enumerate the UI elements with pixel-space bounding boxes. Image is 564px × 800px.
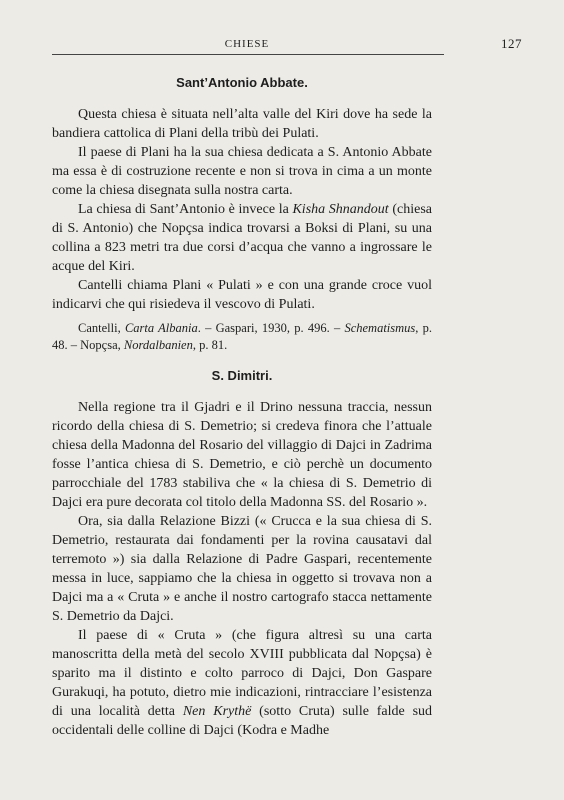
paragraph: Il paese di Plani ha la sua chiesa dedicata a S. Antonio Abbate ma essa è di costruzione recente e non si trova in cima a un monte come la chiesa disegnata sulla nostra carta. [52, 145, 432, 198]
text-run: Cantelli, [78, 321, 125, 335]
text-run: , p. 48. – Nopçsa, [52, 321, 433, 352]
text-run: (chiesa di S. Antonio) che Nopçsa indica trovarsi a Boksi di Plani, su una collina a 823 metri tra due corsi d’acqua che vanno a ingrossare le acque del Kiri. [52, 202, 432, 274]
header-rule [52, 54, 444, 55]
paragraph [52, 626, 432, 740]
text-run: pubblicata dal Nopçsa) è sparito ma il distinto e colto parroco di Dajci, Don Gaspare Gurakuqi, ha potuto, dietro mie indicazioni, rintracciare l’esistenza di una località detta [52, 647, 433, 719]
running-header [52, 36, 522, 52]
running-title: CHIESE [224, 38, 270, 50]
section-title-s-dimitri: S. Dimitri. [211, 368, 273, 383]
page-number: 127 [501, 36, 522, 51]
text-run: , p. 81. [192, 338, 228, 352]
small-caps-century: XVIII [249, 647, 284, 662]
italic-term: Kisha Shnandout [292, 202, 389, 217]
paragraph: Questa chiesa è situata nell’alta valle del Kiri dove ha sede la bandiera cattolica di Plani della tribù dei Pulati. [52, 107, 432, 141]
italic-title: Carta Albania [124, 321, 198, 335]
section-title-sant-antonio: Sant’Antonio Abbate. [176, 75, 308, 90]
text-run: La chiesa di Sant’Antonio è invece la [78, 202, 293, 217]
page-body [52, 75, 432, 740]
paragraph: Nella regione tra il Gjadri e il Drino nessuna traccia, nessun ricordo della chiesa di S. Demetrio; si credeva finora che l’attuale chiesa della Madonna del Rosario del villaggio di Dajci in Zadrima fosse l’antica chiesa di S. Demetrio, e ciò perchè un documento parrocchiale del 1783 stabiliva che « la chiesa di S. Demetrio di Dajci era pure decorata col titolo della Madonna SS. del Rosario ». [52, 400, 432, 510]
text-run: . – Gaspari, 1930, p. 496. – [197, 321, 345, 335]
italic-title: Schematismus [344, 321, 416, 335]
text-run: (sotto Cruta) sulle falde sud occidentali delle colline di Dajci (Kodra e Madhe [52, 704, 433, 738]
text-run: Il paese di « Cruta » (che figura altresì su una carta manoscritta della metà del secolo [52, 628, 432, 662]
paragraph: Cantelli chiama Plani « Pulati » e con una grande croce vuol indicarvi che qui risiedeva il vescovo di Pulati. [52, 278, 432, 312]
italic-title: Nordalbanien [123, 338, 193, 352]
paragraph [52, 200, 432, 276]
italic-term: Nen Krythë [182, 704, 252, 719]
paragraph: Ora, sia dalla Relazione Bizzi (« Crucca e la sua chiesa di S. Demetrio, restaurata dai fondamenti per la rovina causatavi dal terremoto ») sia dalla Relazione di Padre Gaspari, recentemente messa in luce, sappiamo che la chiesa in oggetto si trovava non a Dajci ma a « Cruta » e anche il nostro cartografo stacca nettamente S. Demetrio da Dajci. [52, 514, 432, 624]
references [52, 320, 432, 354]
